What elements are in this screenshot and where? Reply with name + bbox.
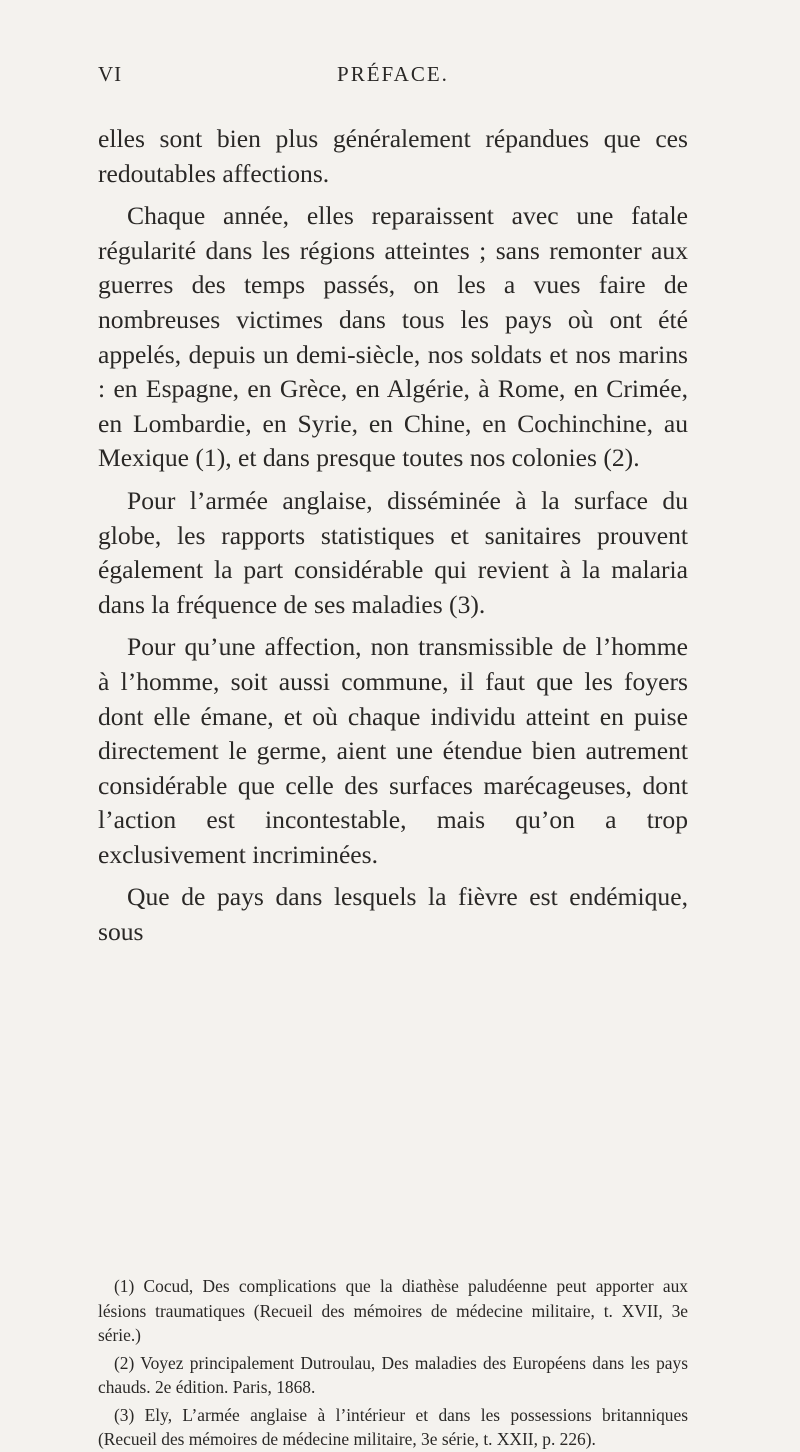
paragraph: Pour qu’une affection, non transmissible de l’homme à l’homme, soit aussi commune, il faut que les foyers dont elle émane, et où chaque individu atteint en puise directement le germe, aient une étendue bien autrement considérable que celle des surfaces marécageuses, dont l’action est incontestable, mais qu’on a trop exclusivement incriminées.: [98, 632, 688, 869]
chapter-title: PRÉFACE.: [337, 62, 449, 86]
paragraph: Que de pays dans lesquels la fièvre est endémique, sous: [98, 882, 688, 947]
footnotes: [98, 1274, 688, 1452]
footnote: (3) Ely, L’armée anglaise à l’intérieur et dans les possessions britanniques (Recueil des mémoires de médecine militaire, 3e série, t. XXII, p. 226).: [98, 1404, 688, 1449]
footnote: (2) Voyez principalement Dutroulau, Des maladies des Européens dans les pays chauds. 2e édition. Paris, 1868.: [98, 1352, 688, 1397]
footnote: (1) Cocud, Des complications que la diathèse paludéenne peut apporter aux lésions traumatiques (Recueil des mémoires de médecine militaire, t. XVII, 3e série.): [98, 1276, 688, 1345]
paragraph: elles sont bien plus généralement répandues que ces redoutables affections.: [98, 124, 688, 188]
paragraph: Pour l’armée anglaise, disséminée à la surface du globe, les rapports statistiques et sanitaires prouvent également la part considérable qui revient à la malaria dans la fréquence de ses maladies (3).: [98, 485, 688, 619]
paragraph: Chaque année, elles reparaissent avec une fatale régularité dans les régions atteintes ; sans remonter aux guerres des temps passés, on les a vues faire de nombreuses victimes dans tous les pays où ont été appelés, depuis un demi-siècle, nos soldats et nos marins : en Espagne, en Grèce, en Algérie, à Rome, en Crimée, en Lombardie, en Syrie, en Chine, en Cochinchine, au Mexique (1), et dans presque toutes nos colonies (2).: [98, 201, 688, 473]
running-head: [98, 62, 688, 88]
page-number: VI: [98, 62, 123, 86]
main-text: [98, 122, 688, 950]
